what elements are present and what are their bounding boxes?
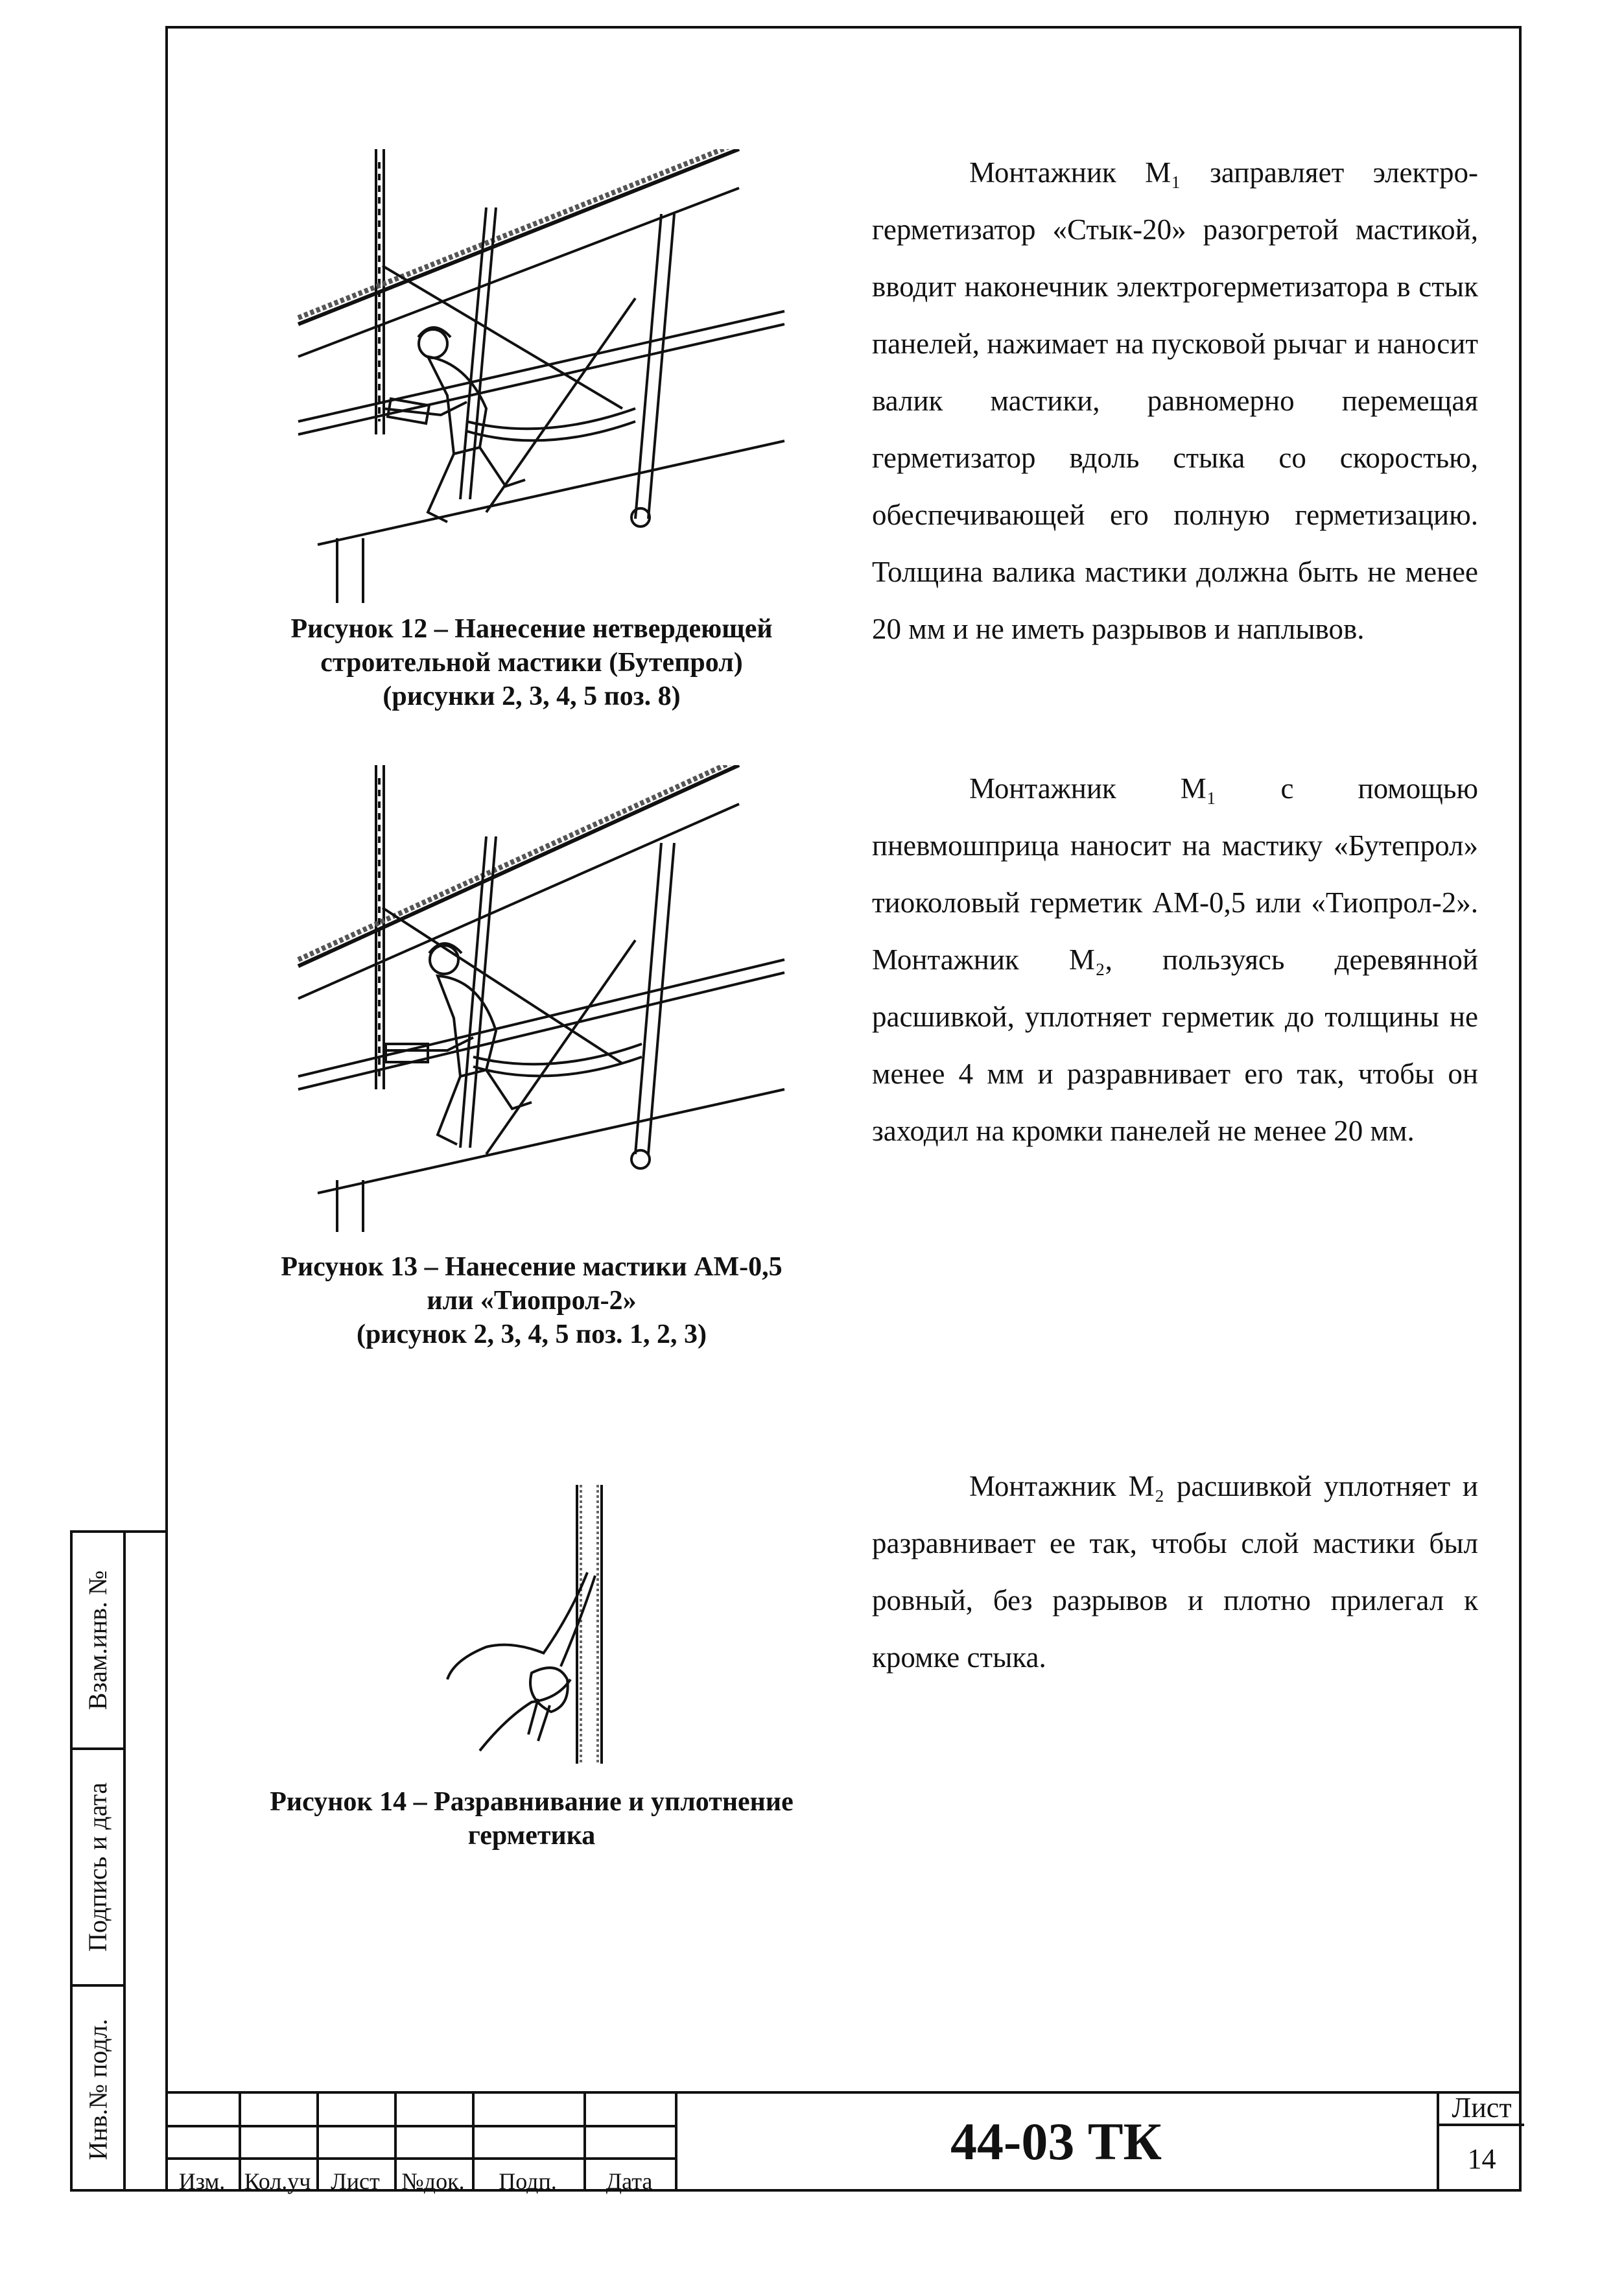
figure-12-caption-line-1: Рисунок 12 – Нанесение нетвердеющей [290, 614, 773, 644]
sheet-number: 14 [1467, 2143, 1496, 2175]
side-label-signature: Подпись и дата [83, 1782, 113, 1952]
figure-13-caption-line-2: или «Тиопрол-2» [427, 1286, 637, 1316]
figure-14-caption-line-1: Рисунок 14 – Разравнивание и уплотнение [270, 1787, 794, 1817]
figure-14-caption [207, 1785, 856, 1853]
title-block [165, 2091, 1522, 2192]
side-label-replacement: Взам.инв. № [83, 1570, 113, 1711]
paragraph-2-text: Монтажник М₁ с помощью пневмошприца наносит на мастику «Бутепрол» тиоколовый герметик АМ-0,5 или «Тиопрол-2». Монтажник М₂, пользуясь деревянной расшивкой, уплотняет герметик до толщины не менее 4 мм и разравнивает его так, чтобы он заходил на кромки панелей не менее 20 мм. [872, 772, 1478, 1147]
paragraph-1-text: Монтажник М₁ заправляет электро-герметизатор «Стык-20» разогретой мастикой, вводит наконечник электрогерметизатора в стык панелей, нажимает на пусковой рычаг и наносит валик мастики, равномерно перемещая герметизатор вдоль стыка со скоростью, обеспечивающей его полную герметизацию. Толщина валика мастики должна быть не менее 20 мм и не иметь разрывов и наплывов. [872, 156, 1478, 645]
side-cell-replacement [73, 1533, 123, 1750]
figure-14-caption-line-2: герметика [467, 1821, 596, 1851]
figure-14-illustration [434, 1485, 629, 1770]
paragraph-3 [872, 1458, 1478, 1686]
figure-13-caption [207, 1250, 856, 1351]
col-label-date: Дата [606, 2168, 653, 2194]
figure-12-illustration [272, 149, 804, 603]
col-label-count: Кол.уч [244, 2168, 311, 2194]
figure-13-caption-line-3: (рисунок 2, 3, 4, 5 поз. 1, 2, 3) [356, 1320, 707, 1349]
sheet-box [1437, 2091, 1524, 2192]
side-cell-signature [73, 1750, 123, 1987]
col-label-change: Изм. [178, 2168, 226, 2194]
revision-row-line-1 [165, 2125, 677, 2127]
paragraph-3-text: Монтажник М₂ расшивкой уплотняет и разравнивает ее так, чтобы слой мастики был ровный, без разрывов и плотно прилегал к кромке стыка. [872, 1470, 1478, 1674]
side-label-original: Инв.№ подл. [83, 2019, 113, 2160]
document-code: 44-03 ТК [950, 2111, 1162, 2171]
side-stamp [70, 1530, 168, 2192]
side-divider [123, 1533, 126, 2192]
sheet-label: Лист [1439, 2091, 1524, 2126]
figure-12-caption-line-2: строительной мастики (Бутепрол) [320, 648, 743, 678]
paragraph-1 [872, 144, 1478, 657]
side-cell-original [73, 1987, 123, 2192]
figure-13-illustration [272, 765, 804, 1232]
figure-12-caption [207, 612, 856, 713]
paragraph-2 [872, 760, 1478, 1159]
revision-row-line-2 [165, 2157, 677, 2160]
revision-grid [165, 2091, 677, 2192]
col-label-signature: Подп. [499, 2168, 557, 2194]
figure-12-caption-line-3: (рисунки 2, 3, 4, 5 поз. 8) [382, 681, 681, 711]
col-label-sheet: Лист [331, 2168, 380, 2194]
col-label-doc: №док. [401, 2168, 465, 2194]
figure-13-caption-line-1: Рисунок 13 – Нанесение мастики АМ-0,5 [281, 1252, 783, 1282]
